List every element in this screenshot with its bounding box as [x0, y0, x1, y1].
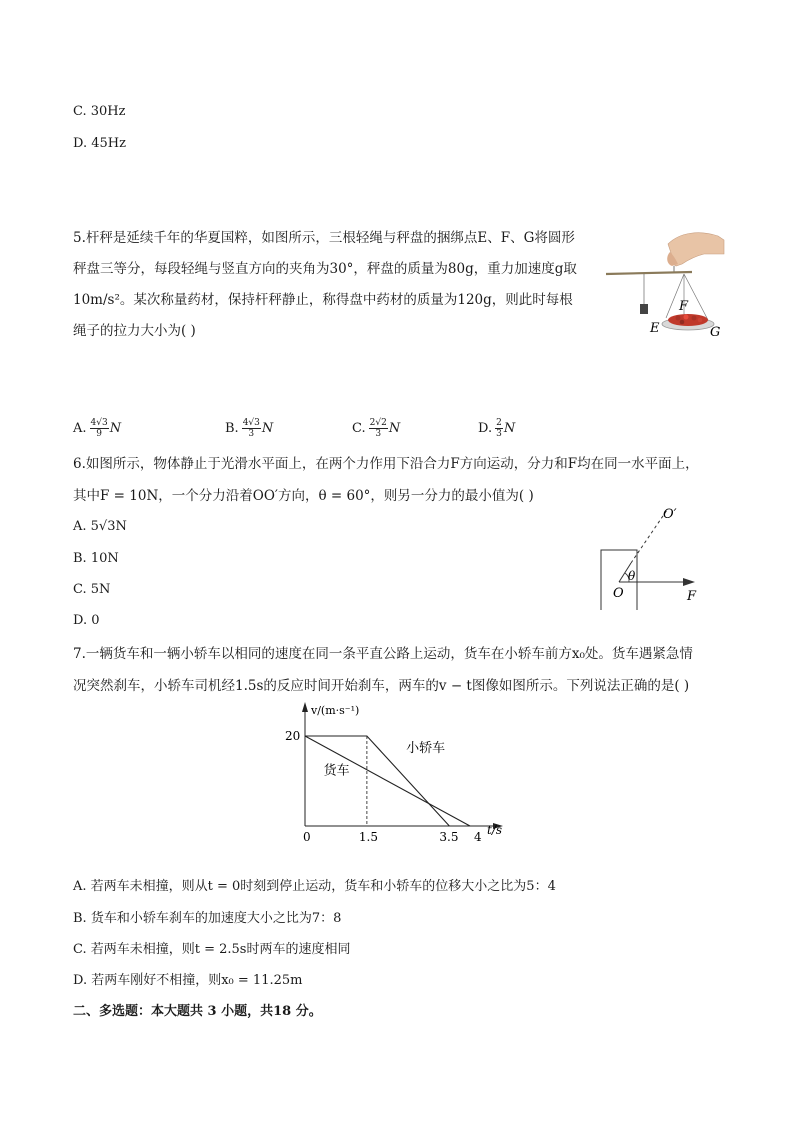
q6-text-line1: 6.如图所示，物体静止于光滑水平面上，在两个力作用下沿合力F方向运动，分力和F均在同一水平面上，	[73, 456, 699, 472]
q5-text-line2: 秤盘三等分，每段轻绳与竖直方向的夹角为30°，秤盘的质量为80g，重力加速度g取	[73, 261, 577, 277]
q7-text-line2: 况突然刹车，小轿车司机经1.5s的反应时间开始刹车，两车的v − t图像如图所示。下列说法正确的是( )	[73, 678, 690, 694]
steelyard-label-f: F	[679, 299, 689, 314]
q6-option-b: B. 10N	[73, 551, 119, 566]
q7-option-b: B. 货车和小轿车刹车的加速度大小之比为7：8	[73, 911, 342, 926]
q5-option-c	[352, 418, 400, 439]
section-2-heading: 二、多选题：本大题共 3 小题，共18 分。	[73, 1004, 322, 1019]
fraction	[242, 418, 261, 439]
q7-option-c: C. 若两车未相撞，则t = 2.5s时两车的速度相同	[73, 942, 351, 957]
q4-option-d: D. 45Hz	[73, 136, 126, 151]
q5-option-b	[225, 418, 273, 439]
fraction	[369, 418, 388, 439]
fraction-denominator: 3	[248, 429, 255, 439]
q5-option-d	[478, 418, 515, 439]
label-theta: θ	[628, 569, 636, 583]
option-letter: C.	[352, 421, 366, 436]
option-unit: N	[261, 421, 274, 436]
steelyard-label-e: E	[650, 321, 660, 336]
y-axis-arrow	[302, 702, 308, 712]
option-unit: N	[109, 421, 122, 436]
q5-text-line3: 10m/s²。某次称量药材，保持杆秤静止，称得盘中药材的质量为120g，则此时每根	[73, 292, 573, 308]
steelyard-label-g: G	[710, 325, 721, 340]
q5-text-line1: 5.杆秤是延续千年的华夏国粹，如图所示，三根轻绳与秤盘的捆绑点E、F、G将圆形	[73, 230, 575, 246]
q5-text-line4: 绳子的拉力大小为( )	[73, 323, 196, 339]
label-f: F	[687, 589, 697, 604]
x-tick-label: 1.5	[358, 830, 378, 844]
x-tick-label: 0	[303, 830, 311, 844]
q6-option-a: A. 5√3N	[73, 519, 127, 534]
fraction	[90, 418, 109, 439]
option-unit: N	[503, 421, 516, 436]
series-label-truck: 货车	[323, 763, 350, 779]
q6-option-d: D. 0	[73, 613, 100, 628]
x-tick-label: 3.5	[439, 830, 459, 844]
fraction-denominator: 9	[96, 429, 102, 439]
label-o: O	[613, 586, 624, 601]
q7-option-a: A. 若两车未相撞，则从t = 0时刻到停止运动，货车和小轿车的位移大小之比为5：4	[73, 879, 556, 894]
q6-option-c: C. 5N	[73, 582, 111, 597]
y-tick-label: 20	[285, 729, 301, 743]
label-o-prime: O′	[663, 507, 677, 522]
x-tick-label: 4	[474, 830, 482, 844]
x-axis-label: t/s	[487, 823, 503, 837]
option-letter: D.	[478, 421, 493, 436]
force-diagram	[595, 500, 715, 610]
q7-option-d: D. 若两车刚好不相撞，则x₀ = 11.25m	[73, 973, 303, 988]
option-letter: A.	[73, 421, 87, 436]
q5-option-a	[73, 418, 121, 439]
option-unit: N	[388, 421, 401, 436]
vt-chart	[280, 700, 520, 850]
series-line-0	[305, 736, 470, 826]
y-axis-label: v/(m·s⁻¹)	[311, 704, 360, 717]
option-letter: B.	[225, 421, 239, 436]
fraction	[495, 418, 503, 439]
fraction-numerator: 2√2	[369, 418, 387, 428]
q4-option-c: C. 30Hz	[73, 104, 126, 119]
fraction-numerator: 4√3	[90, 418, 108, 428]
q6-text-line2: 其中F = 10N，一个分力沿着OO′方向，θ = 60°，则另一分力的最小值为( )	[73, 488, 534, 504]
q7-text-line1: 7.一辆货车和一辆小轿车以相同的速度在同一条平直公路上运动，货车在小轿车前方x₀处。货车遇紧急情	[73, 646, 693, 662]
steelyard-figure	[600, 230, 725, 345]
fraction-denominator: 3	[375, 429, 382, 439]
fraction-denominator: 3	[496, 429, 502, 439]
fraction-numerator: 2	[496, 418, 502, 428]
series-label-car: 小轿车	[406, 740, 446, 756]
fraction-numerator: 4√3	[242, 418, 260, 428]
